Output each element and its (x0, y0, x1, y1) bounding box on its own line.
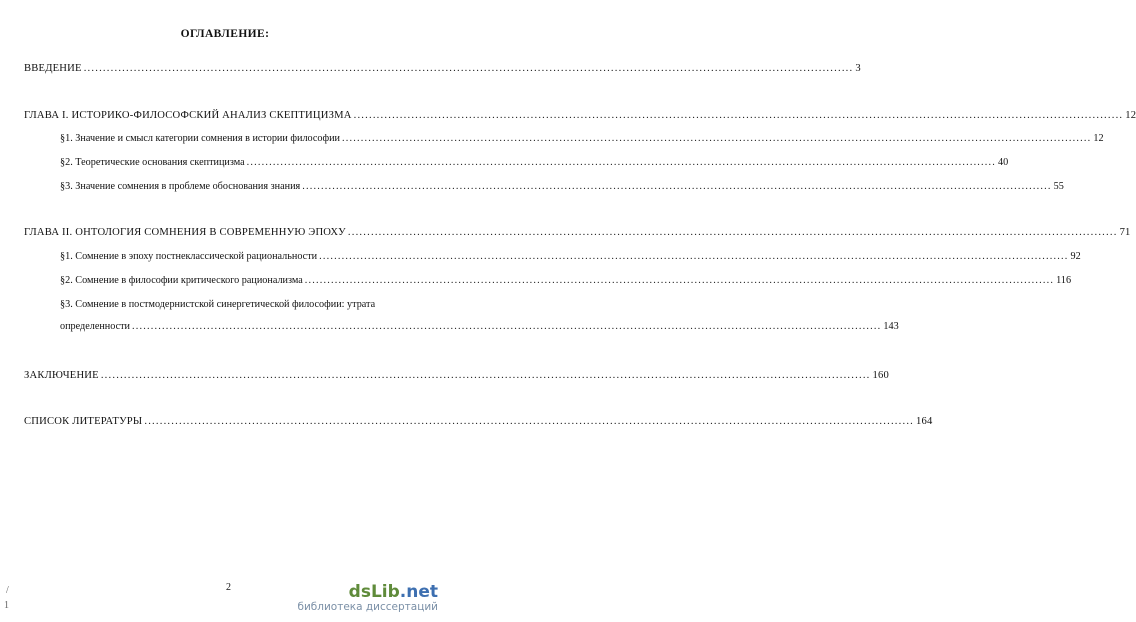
toc-entry-label: §2. Теоретические основания скептицизма (60, 157, 245, 168)
toc-entry-label: §1. Значение и смысл категории сомнения в истории философии (60, 133, 340, 144)
dot-leader: ........................................................................................................................................................................................................ (100, 370, 871, 381)
watermark-brand (297, 583, 438, 601)
dot-leader: ........................................................................................................................................................................................................ (132, 321, 882, 332)
dslib-watermark (297, 583, 438, 614)
dot-leader: ........................................................................................................................................................................................................ (144, 416, 915, 427)
toc-entry-page: 160 (872, 370, 890, 381)
watermark-tagline: библиотека диссертаций (297, 601, 438, 613)
toc-entry-conclusion[interactable] (24, 370, 890, 382)
dot-leader: ........................................................................................................................................................................................................ (342, 133, 1092, 144)
toc-entry-label: ЗАКЛЮЧЕНИЕ (24, 370, 99, 381)
toc-entry-section-2-1[interactable] (60, 251, 1081, 263)
toc-entry-section-2-3[interactable] (60, 321, 899, 333)
dot-leader: ........................................................................................................................................................................................................ (83, 63, 854, 74)
margin-mark: 1 (4, 600, 9, 611)
toc-entry-section-1-2[interactable] (60, 157, 1009, 169)
toc-entry-section-2-3-first-line[interactable]: §3. Сомнение в постмодернистской синергетической философии: утрата (60, 299, 376, 310)
toc-entry-section-1-3[interactable] (60, 181, 1064, 193)
dot-leader: ........................................................................................................................................................................................................ (353, 110, 1124, 121)
toc-entry-bibliography[interactable] (24, 416, 933, 428)
toc-entry-label: §3. Значение сомнения в проблеме обоснования знания (60, 181, 301, 192)
toc-entry-label: §1. Сомнение в эпоху постнеклассической рациональности (60, 251, 318, 262)
toc-entry-label: СПИСОК ЛИТЕРАТУРЫ (24, 416, 143, 427)
toc-entry-chapter-2[interactable] (24, 227, 1131, 239)
dot-leader: ........................................................................................................................................................................................................ (319, 251, 1069, 262)
toc-entry-page: 116 (1056, 275, 1072, 286)
toc-entry-label: ГЛАВА I. ИСТОРИКО-ФИЛОСОФСКИЙ АНАЛИЗ СКЕПТИЦИЗМА (24, 110, 352, 121)
toc-entry-intro[interactable] (24, 63, 861, 75)
toc-entry-label: определенности (60, 321, 131, 332)
margin-mark: / (6, 585, 9, 596)
page-title: ОГЛАВЛЕНИЕ: (180, 28, 270, 40)
toc-entry-page: 40 (998, 157, 1009, 168)
dot-leader: ........................................................................................................................................................................................................ (304, 275, 1055, 286)
toc-entry-page: 12 (1093, 133, 1104, 144)
toc-entry-page: 55 (1053, 181, 1064, 192)
toc-entry-section-1-1[interactable] (60, 133, 1104, 145)
watermark-brand-name: dsLib (348, 582, 400, 602)
page-number: 2 (226, 582, 231, 593)
toc-entry-label: ГЛАВА II. ОНТОЛОГИЯ СОМНЕНИЯ В СОВРЕМЕННУЮ ЭПОХУ (24, 227, 346, 238)
toc-entry-label: ВВЕДЕНИЕ (24, 63, 82, 74)
toc-entry-page: 3 (855, 63, 861, 74)
dot-leader: ........................................................................................................................................................................................................ (246, 157, 997, 168)
toc-entry-page: 71 (1119, 227, 1131, 238)
toc-entry-page: 92 (1070, 251, 1081, 262)
toc-entry-section-2-2[interactable] (60, 275, 1072, 287)
dot-leader: ........................................................................................................................................................................................................ (302, 181, 1052, 192)
watermark-brand-domain: .net (399, 582, 438, 602)
dot-leader: ........................................................................................................................................................................................................ (347, 227, 1118, 238)
toc-entry-page: 143 (883, 321, 899, 332)
toc-entry-page: 12 (1125, 110, 1136, 121)
toc-entry-chapter-1[interactable] (24, 110, 1136, 122)
toc-entry-label: §2. Сомнение в философии критического рационализма (60, 275, 303, 286)
toc-entry-page: 164 (916, 416, 933, 427)
